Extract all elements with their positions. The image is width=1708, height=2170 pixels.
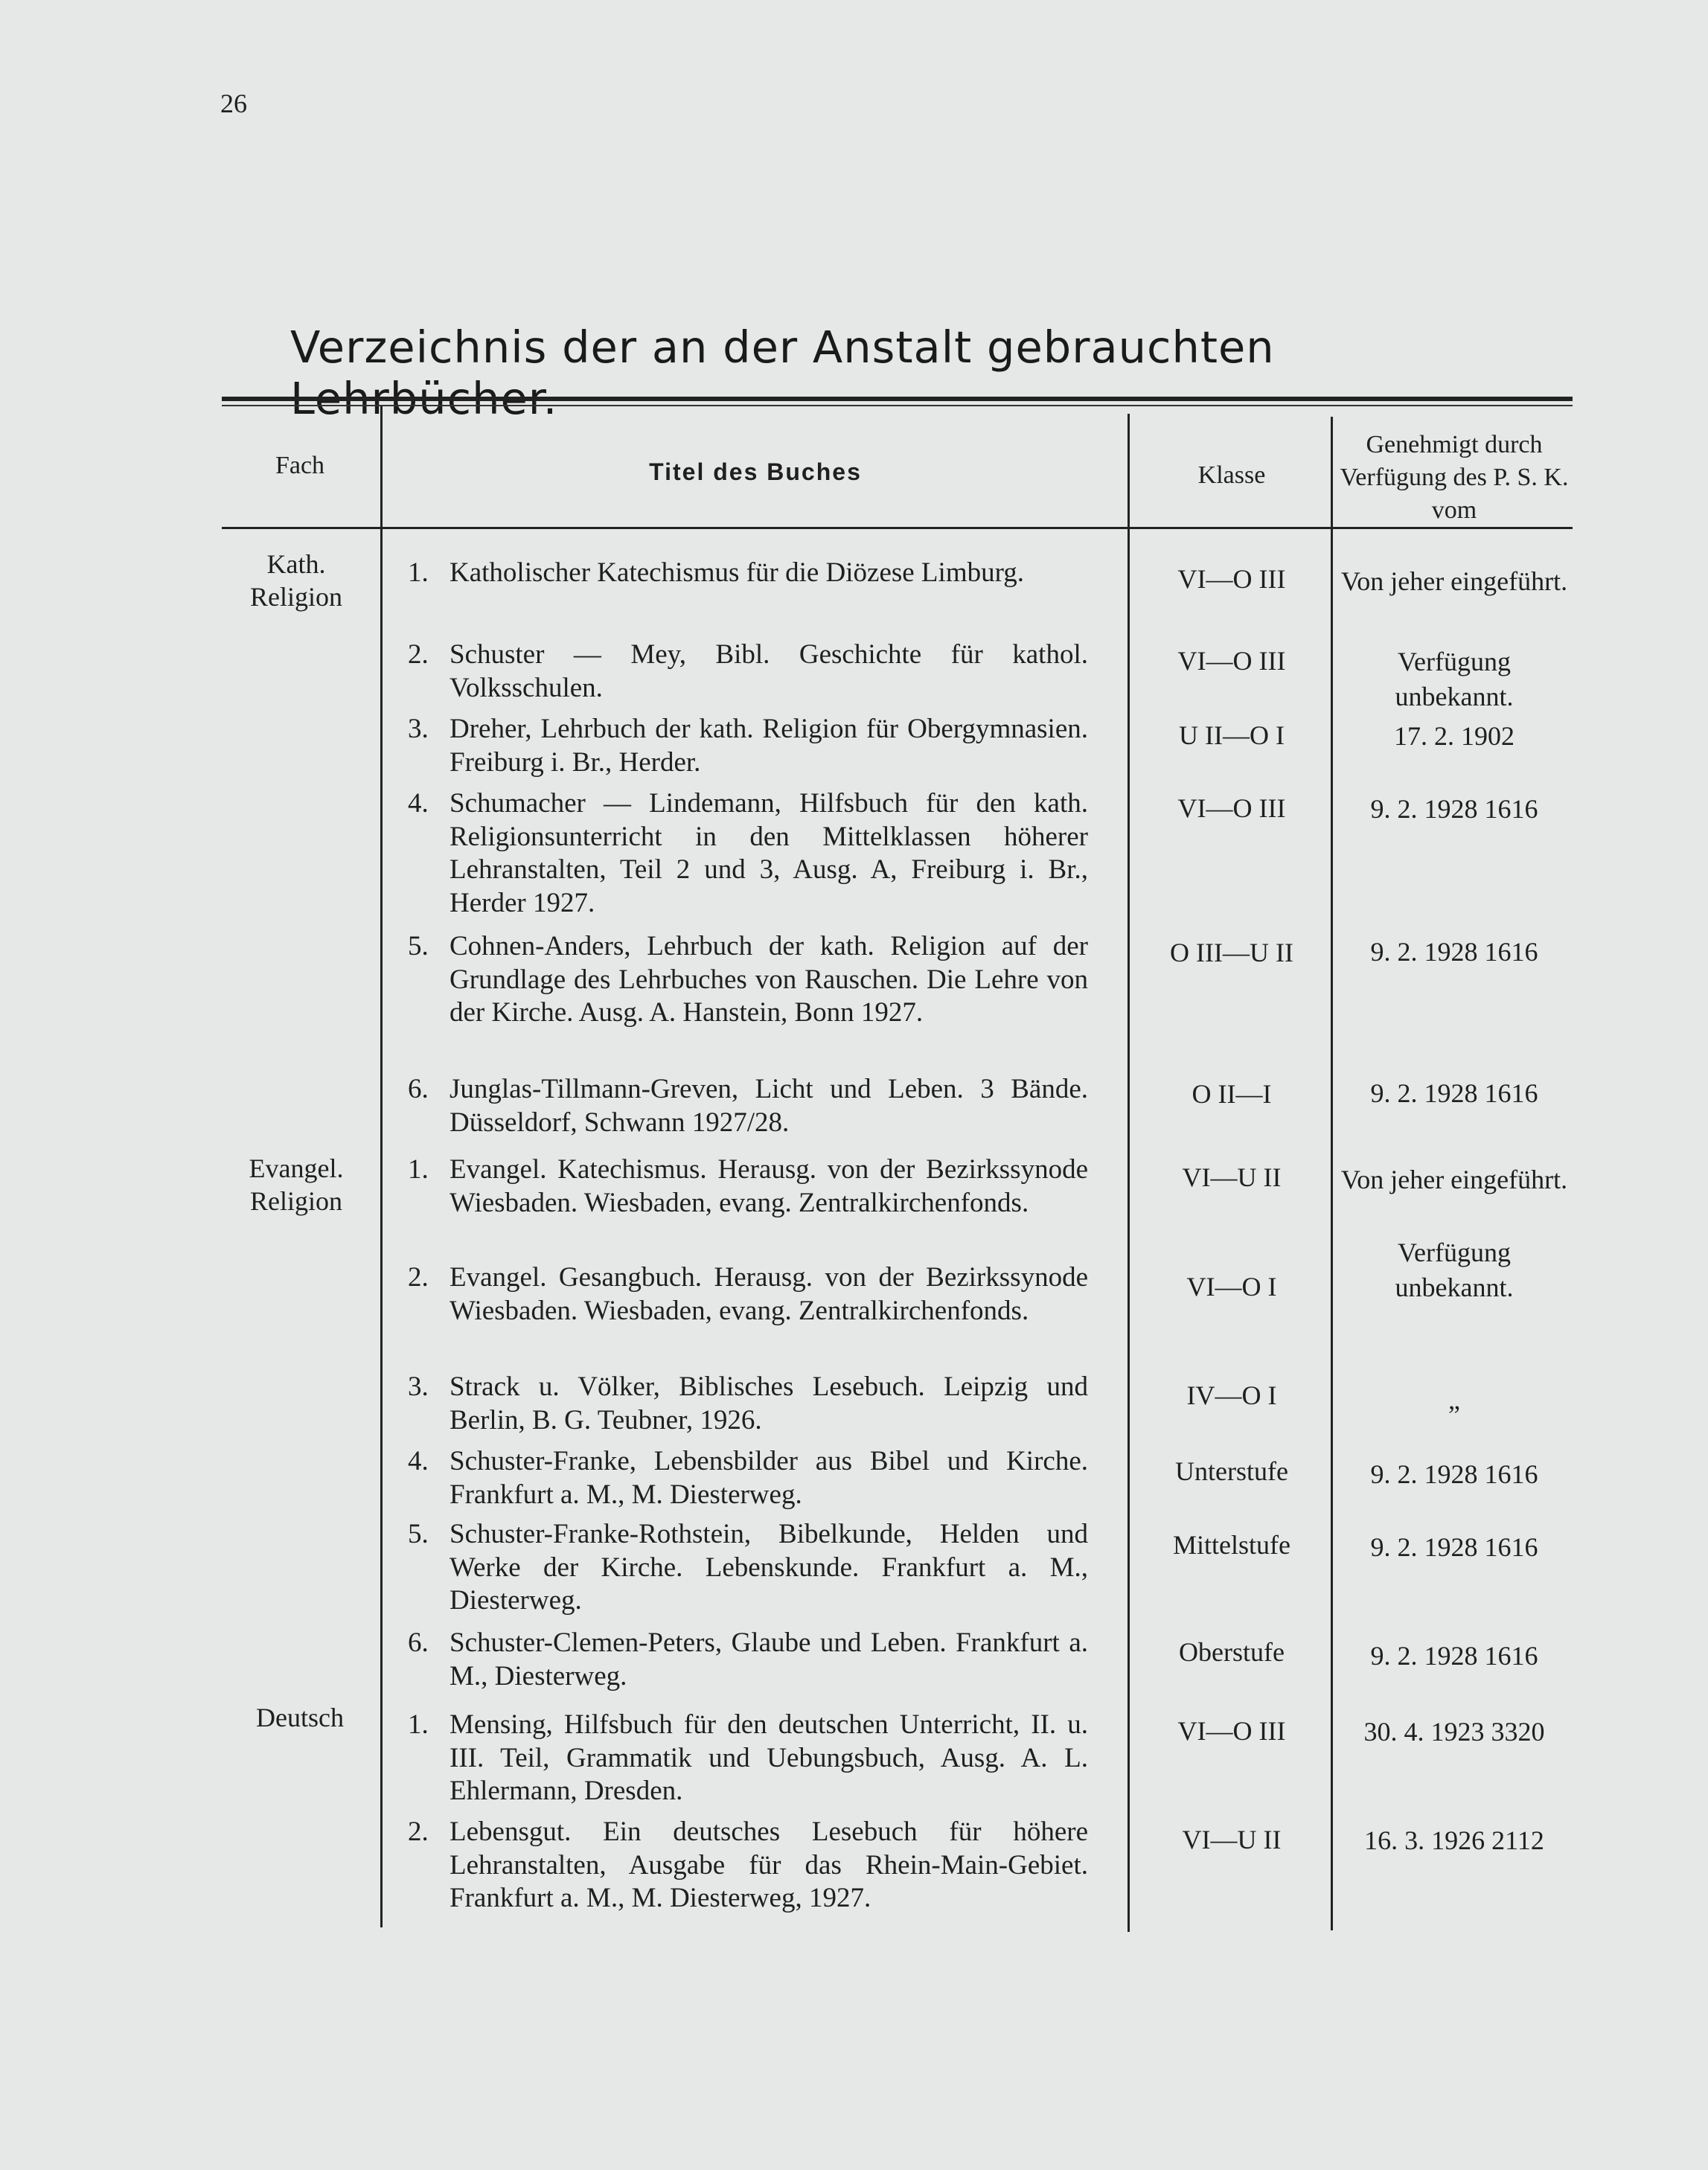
row-klasse: VI—U II xyxy=(1182,1825,1282,1854)
row-klasse: IV—O I xyxy=(1186,1380,1277,1410)
table-row xyxy=(408,1153,1088,1220)
row-number: 6. xyxy=(408,1628,429,1658)
header-titel: Titel des Buches xyxy=(649,458,862,485)
book-title: Schumacher — Lindemann, Hilfsbuch für den kath. Religionsunterricht in den Mittelklassen höherer Lehranstalten, Teil 2 und 3, Ausg. A, Freiburg i. Br., Herder 1927. xyxy=(450,788,1088,918)
row-genehmigt: Von jeher eingeführt. xyxy=(1340,1165,1568,1194)
row-genehmigt: 9. 2. 1928 1616 xyxy=(1370,1459,1538,1489)
row-number: 1. xyxy=(408,557,429,588)
table-row xyxy=(408,1627,1088,1693)
column-divider-titel xyxy=(1128,414,1130,1932)
row-number: 4. xyxy=(408,1446,429,1476)
row-klasse: VI—O III xyxy=(1177,646,1286,676)
page-number: 26 xyxy=(220,89,247,118)
table-row xyxy=(408,1709,1088,1808)
row-genehmigt: 9. 2. 1928 1616 xyxy=(1370,1532,1538,1562)
row-klasse: VI—O III xyxy=(1177,793,1286,823)
book-title: Cohnen-Anders, Lehrbuch der kath. Religion auf der Grundlage des Lehrbuches von Rauschen. Die Lehre von der Kirche. Ausg. A. Hanstein, Bonn 1927. xyxy=(450,931,1088,1028)
header-klasse: Klasse xyxy=(1197,461,1266,489)
row-number: 2. xyxy=(408,1817,429,1847)
table-row xyxy=(408,1816,1088,1915)
page-title: Verzeichnis der an der Anstalt gebrauchten xyxy=(290,321,1275,373)
table-row xyxy=(408,713,1088,779)
table-row xyxy=(408,638,1088,705)
row-genehmigt: Verfügung unbekannt. xyxy=(1395,647,1514,711)
row-genehmigt: 30. 4. 1923 3320 xyxy=(1363,1717,1545,1747)
book-title: Schuster — Mey, Bibl. Geschichte für kathol. Volksschulen. xyxy=(450,639,1088,703)
row-genehmigt: 9. 2. 1928 1616 xyxy=(1370,1078,1538,1108)
row-number: 2. xyxy=(408,639,429,670)
table-top-rule-thin xyxy=(222,405,1573,406)
table-top-rule xyxy=(222,397,1573,401)
row-klasse: Unterstufe xyxy=(1175,1456,1288,1486)
header-fach: Fach xyxy=(275,452,325,479)
table-header-rule xyxy=(222,527,1573,529)
row-number: 3. xyxy=(408,714,429,744)
table-row xyxy=(408,1445,1088,1511)
book-title: Dreher, Lehrbuch der kath. Religion für Obergymnasien. Freiburg i. Br., Herder. xyxy=(450,714,1088,778)
column-divider-fach xyxy=(380,406,383,1927)
row-klasse: O III—U II xyxy=(1170,938,1293,967)
row-klasse: VI—O III xyxy=(1177,1716,1286,1746)
row-number: 6. xyxy=(408,1074,429,1104)
row-genehmigt: 16. 3. 1926 2112 xyxy=(1364,1825,1544,1855)
row-number: 1. xyxy=(408,1709,429,1740)
subject-kath-religion: Kath. Religion xyxy=(250,549,342,612)
row-number: 2. xyxy=(408,1262,429,1293)
table-row xyxy=(408,1518,1088,1618)
book-title: Junglas-Tillmann-Greven, Licht und Leben. 3 Bände. Düsseldorf, Schwann 1927/28. xyxy=(450,1074,1088,1138)
row-number: 4. xyxy=(408,788,429,819)
row-genehmigt: Von jeher eingeführt. xyxy=(1340,566,1568,596)
row-genehmigt: Verfügung unbekannt. xyxy=(1395,1238,1514,1302)
row-klasse: U II—O I xyxy=(1179,720,1285,750)
subject-evangel-religion: Evangel. Religion xyxy=(249,1153,344,1216)
book-title: Lebensgut. Ein deutsches Lesebuch für höhere Lehranstalten, Ausgabe für das Rhein-Main-Gebiet. Frankfurt a. M., M. Diesterweg, 1927. xyxy=(450,1817,1088,1913)
book-title: Strack u. Völker, Biblisches Lesebuch. Leipzig und Berlin, B. G. Teubner, 1926. xyxy=(450,1372,1088,1436)
book-title: Schuster-Franke-Rothstein, Bibelkunde, Helden und Werke der Kirche. Lebenskunde. Frankfurt a. M., Diesterweg. xyxy=(450,1519,1088,1616)
row-number: 1. xyxy=(408,1154,429,1185)
subject-deutsch: Deutsch xyxy=(256,1703,344,1732)
table-row xyxy=(408,787,1088,920)
book-title: Katholischer Katechismus für die Diözese Limburg. xyxy=(450,557,1024,588)
book-title: Evangel. Gesangbuch. Herausg. von der Bezirkssynode Wiesbaden. Wiesbaden, evang. Zentralkirchenfonds. xyxy=(450,1262,1088,1326)
book-title: Evangel. Katechismus. Herausg. von der Bezirkssynode Wiesbaden. Wiesbaden, evang. Zentralkirchenfonds. xyxy=(450,1154,1088,1218)
book-title: Schuster-Clemen-Peters, Glaube und Leben. Frankfurt a. M., Diesterweg. xyxy=(450,1628,1088,1691)
row-klasse: VI—O III xyxy=(1177,564,1286,594)
row-klasse: Oberstufe xyxy=(1179,1637,1285,1667)
row-number: 5. xyxy=(408,931,429,961)
row-genehmigt: 9. 2. 1928 1616 xyxy=(1370,1641,1538,1671)
row-klasse: VI—O I xyxy=(1186,1272,1277,1302)
row-genehmigt: 9. 2. 1928 1616 xyxy=(1370,794,1538,824)
header-genehmigt: Genehmigt durch Verfügung des P. S. K. vom xyxy=(1340,431,1569,524)
row-klasse: Mittelstufe xyxy=(1173,1530,1290,1560)
table-row xyxy=(408,1371,1088,1437)
table-row xyxy=(408,1073,1088,1139)
book-title: Schuster-Franke, Lebensbilder aus Bibel und Kirche. Frankfurt a. M., M. Diesterweg. xyxy=(450,1446,1088,1510)
row-klasse: VI—U II xyxy=(1182,1162,1282,1192)
table-row xyxy=(408,930,1088,1030)
row-genehmigt: 17. 2. 1902 xyxy=(1394,721,1515,751)
row-number: 3. xyxy=(408,1372,429,1402)
row-genehmigt: 9. 2. 1928 1616 xyxy=(1370,937,1538,967)
row-number: 5. xyxy=(408,1519,429,1549)
table-row xyxy=(408,557,1088,590)
book-title: Mensing, Hilfsbuch für den deutschen Unterricht, II. u. III. Teil, Grammatik und Uebungsbuch, Ausg. A. L. Ehlermann, Dresden. xyxy=(450,1709,1088,1806)
row-genehmigt: „ xyxy=(1448,1385,1460,1415)
table-row xyxy=(408,1261,1088,1328)
row-klasse: O II—I xyxy=(1192,1079,1272,1109)
